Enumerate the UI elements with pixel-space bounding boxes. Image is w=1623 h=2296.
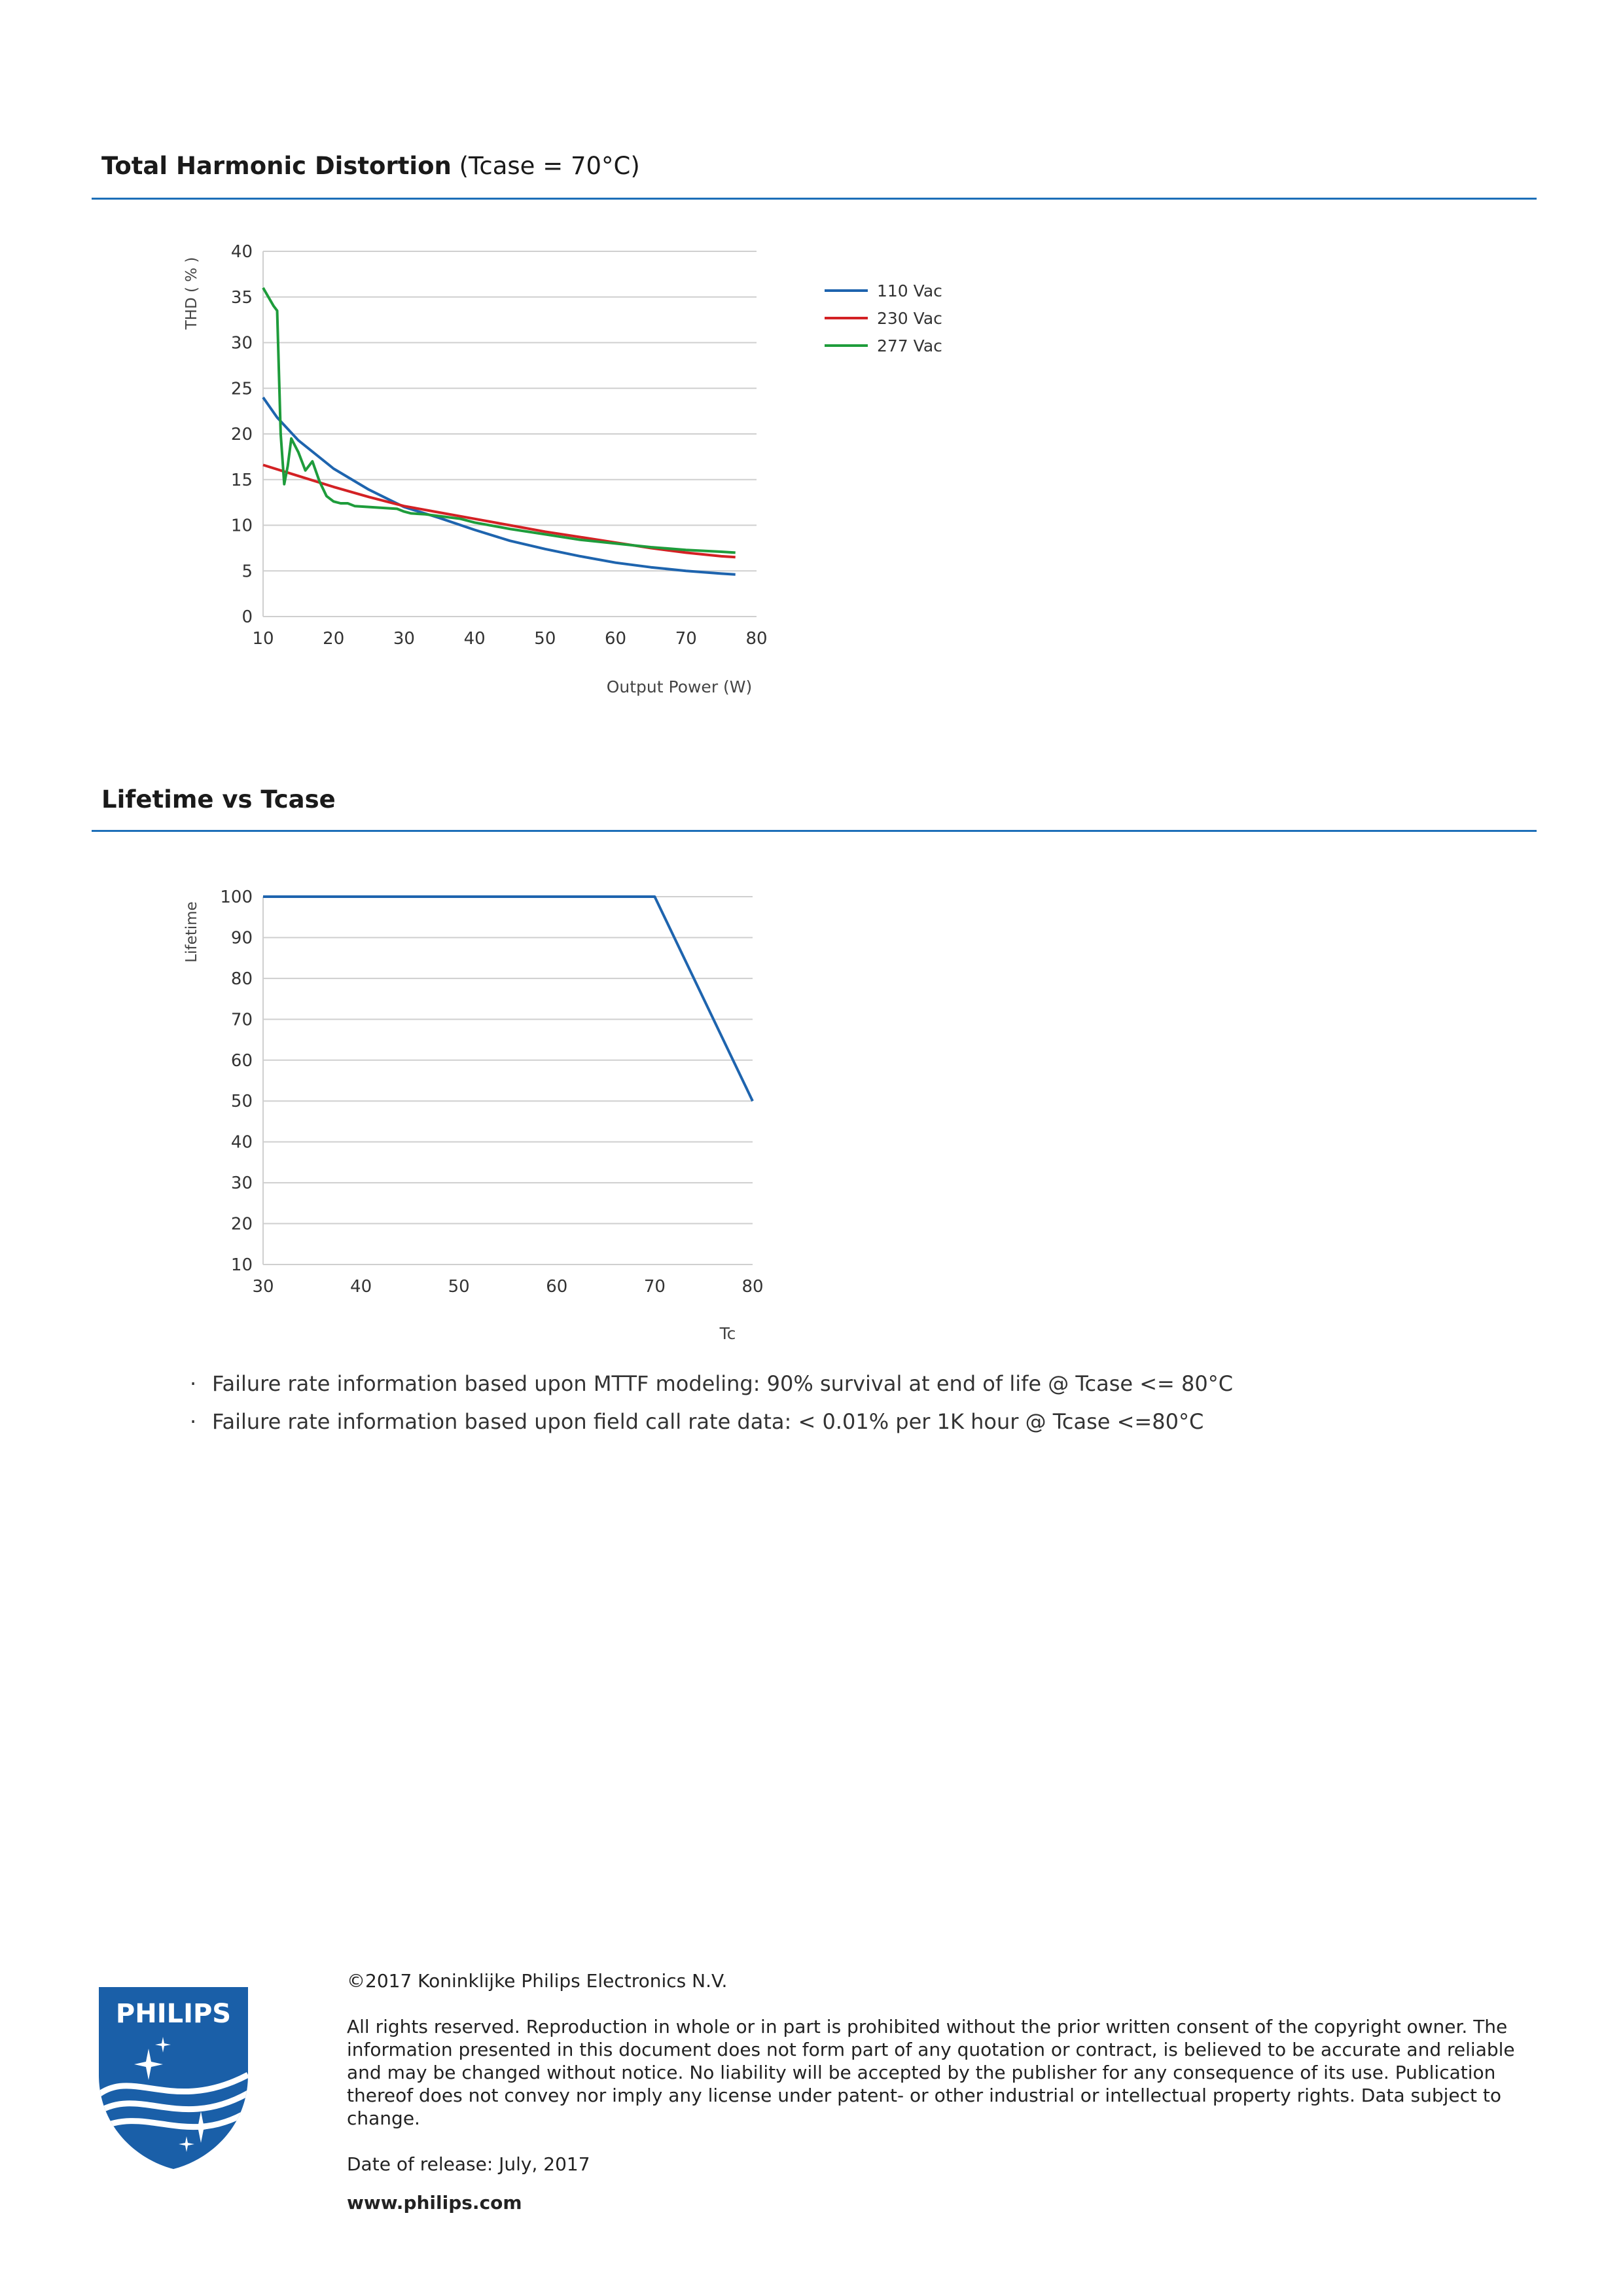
thd-y-tick-label: 35	[230, 287, 253, 308]
lifetime-x-tick-label: 70	[643, 1277, 666, 1297]
thd-x-tick-label: 30	[393, 629, 415, 649]
thd-legend-label: 277 Vac	[877, 336, 942, 355]
legal-footer	[347, 1970, 1525, 2214]
lifetime-y-tick-label: 30	[230, 1174, 253, 1194]
thd-legend-label: 110 Vac	[877, 281, 942, 300]
thd-series-line-277-vac	[263, 288, 736, 553]
lifetime-x-tick-label: 80	[741, 1277, 764, 1297]
lifetime-y-tick-label: 90	[230, 928, 253, 948]
thd-legend-label: 230 Vac	[877, 309, 942, 328]
thd-x-tick-label: 10	[252, 629, 274, 649]
thd-x-axis-label: Output Power (W)	[606, 677, 753, 696]
bullet-text: Failure rate information based upon field call rate data: < 0.01% per 1K hour @ Tcase <=80°C	[212, 1409, 1204, 1434]
website-link[interactable]: www.philips.com	[347, 2192, 522, 2214]
thd-section-title	[101, 152, 640, 180]
bullet-item	[190, 1365, 1233, 1403]
lifetime-y-tick-label: 20	[230, 1214, 253, 1234]
thd-y-tick-label: 10	[230, 516, 253, 536]
thd-x-tick-label: 80	[745, 629, 768, 649]
lifetime-x-tick-label: 40	[350, 1277, 372, 1297]
thd-y-tick-label: 30	[230, 333, 253, 353]
thd-y-tick-label: 5	[241, 562, 253, 582]
thd-title-condition: (Tcase = 70°C)	[451, 152, 640, 180]
lifetime-series-line-0	[263, 897, 753, 1101]
bullet-item	[190, 1403, 1233, 1441]
thd-series-line-230-vac	[263, 465, 736, 557]
copyright-notice: ©2017 Koninklijke Philips Electronics N.V.	[347, 1970, 728, 1992]
philips-wordmark: PHILIPS	[115, 1999, 232, 2029]
thd-x-tick-label: 70	[675, 629, 697, 649]
lifetime-x-tick-label: 30	[252, 1277, 274, 1297]
thd-x-tick-label: 50	[534, 629, 556, 649]
lifetime-x-tick-label: 50	[448, 1277, 470, 1297]
philips-shield-logo	[95, 1983, 252, 2173]
thd-chart	[170, 236, 1021, 707]
thd-section-rule	[92, 198, 1537, 200]
thd-x-tick-label: 20	[323, 629, 345, 649]
rights-disclaimer: All rights reserved. Reproduction in whole or in part is prohibited without the prior written consent of the copyright owner. The information presented in this document does not form part of any quotation or contract, is believed to be accurate and reliable and may be changed without notice. No liability will be accepted by the publisher for any consequence of its use. Publication thereof does not convey nor imply any license under patent- or other industrial or intellectual property rights. Data subject to change.	[347, 2016, 1515, 2129]
lifetime-x-tick-label: 60	[546, 1277, 568, 1297]
bullet-glyph: ·	[190, 1409, 197, 1434]
lifetime-y-tick-label: 100	[220, 888, 253, 907]
lifetime-title-bold: Lifetime vs Tcase	[101, 785, 336, 814]
lifetime-x-axis-label: Tc	[719, 1324, 736, 1343]
thd-y-tick-label: 15	[230, 470, 253, 490]
lifetime-y-tick-label: 70	[230, 1010, 253, 1030]
bullet-glyph: ·	[190, 1371, 197, 1396]
lifetime-section-title	[101, 785, 336, 814]
lifetime-section-rule	[92, 830, 1537, 832]
lifetime-y-tick-label: 40	[230, 1132, 253, 1153]
lifetime-y-tick-label: 10	[230, 1255, 253, 1275]
lifetime-y-tick-label: 50	[230, 1092, 253, 1112]
thd-y-axis-label: THD ( % )	[183, 257, 200, 330]
thd-x-tick-label: 60	[605, 629, 627, 649]
lifetime-y-axis-label: Lifetime	[183, 901, 200, 963]
thd-y-tick-label: 20	[230, 425, 253, 444]
lifetime-chart	[170, 877, 890, 1355]
lifetime-y-tick-label: 60	[230, 1050, 253, 1071]
release-date: Date of release: July, 2017	[347, 2153, 590, 2175]
thd-title-bold: Total Harmonic Distortion	[101, 152, 452, 180]
failure-rate-notes	[190, 1365, 1233, 1441]
thd-y-tick-label: 40	[230, 242, 253, 262]
thd-x-tick-label: 40	[463, 629, 486, 649]
bullet-text: Failure rate information based upon MTTF modeling: 90% survival at end of life @ Tcase <= 80°C	[212, 1371, 1234, 1396]
lifetime-y-tick-label: 80	[230, 969, 253, 989]
thd-y-tick-label: 25	[230, 379, 253, 399]
thd-y-tick-label: 0	[241, 607, 253, 627]
